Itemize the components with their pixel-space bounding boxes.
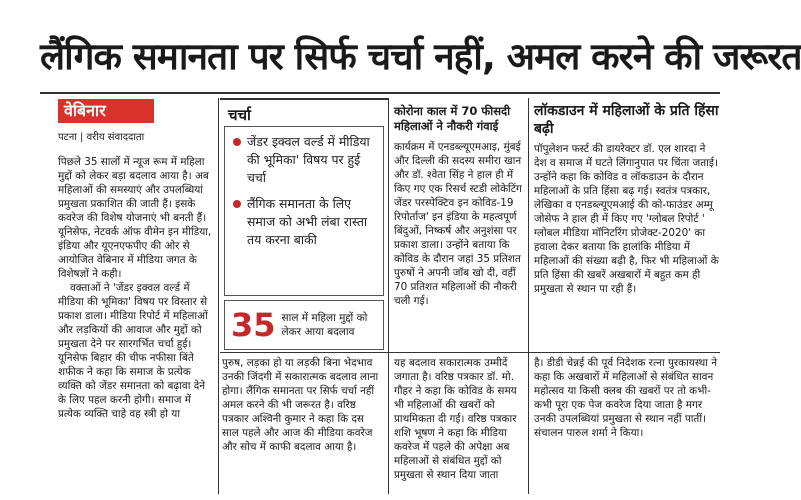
lockdown-paragraph-2: है। डीडी चेन्नई की पूर्व निदेशक रत्ना पुरकायस्था ने कहा कि अखबारों में महिलाओं से संबंधित सावन महोत्सव या किसी क्लब की खबरों पर तो कभी-कभी पूरा एक पेज कवरेज दिया जाता है मगर उनकी उपलब्धियां प्रमुखता से स्थान नहीं पातीं। संचालन पारुल शर्मा ने किया।: [534, 357, 718, 439]
charcha-item-text: लैंगिक समानता के लिए समाज को अभी लंबा रास्ता तय करना बाकी: [247, 196, 368, 247]
charcha-heading: चर्चा: [228, 106, 251, 124]
stat-text: साल में महिला मुद्दों को लेकर आया बदलाव: [281, 312, 368, 338]
webinar-body: [58, 155, 214, 495]
webinar-paragraph-1: पिछले 35 सालों में न्यूज रूम में महिला मुद्दों को लेकर बड़ा बदलाव आया है। अब महिलाओं की समस्याएं और उपलब्धियां प्रमुखता प्रकाशित की जाती हैं। इसके कवरेज की विशेष योजनाएं भी बनती हैं। यूनिसेफ, नेटवर्क ऑफ वीमेन इन मीडिया, इंडिया और यूएनएफपीए की ओर से आयोजित वेबिनार में मीडिया जगत के विशेषज्ञों ने कही।: [58, 156, 212, 280]
charcha-paragraph: पुरुष, लड़का हो या लड़की बिना भेदभाव उनकी जिंदगी में सकारात्मक बदलाव लाना होगा। लैंगिक समानता पर सिर्फ चर्चा नहीं अमल करने की भी जरूरत है। वरिष्ठ पत्रकार अश्विनी कुमार ने कहा कि दस साल पहले और आज की मीडिया कवरेज और सोच में काफी बदलाव आया है।: [222, 357, 379, 453]
webinar-paragraph-2: वक्ताओं ने 'जेंडर इक्वल वर्ल्ड में मीडिया की भूमिका' विषय पर विस्तार से प्रकाश डाला। मीडिया रिपोर्ट में महिलाओं और लड़कियों की आवाज और मुद्दों को प्रमुखता देने पर सारगर्भित चर्चा हुई। यूनिसेफ बिहार की चीफ नफीसा बिंते शफीक ने कहा कि समाज के प्रत्येक व्यक्ति को जेंडर समानता को बढ़ावा देने के लिए पहल करनी होगी। समाज में प्रत्येक व्यक्ति चाहे वह स्त्री हो या: [58, 282, 208, 420]
stat-box: [224, 300, 384, 350]
byline: पटना | वरीय संवाददाता: [58, 132, 145, 143]
divider-col3: [528, 98, 529, 494]
charcha-top-rule: [220, 98, 388, 100]
divider-col1: [218, 98, 219, 494]
webinar-tag: वेबिनार: [58, 99, 154, 123]
bullet-icon: [233, 200, 241, 208]
corona-body-2: [394, 356, 524, 496]
corona-paragraph-2: यह बदलाव सकारात्मक उम्मीदें जगाता है। वरिष्ठ पत्रकार डॉ. मो. गौहर ने कहा कि कोविड के समय भी महिलाओं की खबरों को प्राथमिकता दी गई। वरिष्ठ पत्रकार शशि भूषण ने कहा कि मीडिया कवरेज में पहले की अपेक्षा अब महिलाओं से संबंधित मुद्दों को प्रमुखता से स्थान दिया जाता: [394, 357, 517, 481]
corona-body: [394, 140, 524, 348]
charcha-item: [233, 133, 377, 187]
lockdown-body-2: [534, 356, 720, 496]
charcha-item: [233, 195, 377, 249]
charcha-box: [224, 126, 384, 296]
divider-col2: [388, 98, 389, 494]
bullet-icon: [233, 138, 241, 146]
top-rule: [40, 92, 720, 94]
corona-paragraph-1: कार्यक्रम में एनडब्ल्यूएमआइ, मुंबई और दिल्ली की सदस्य समीरा खान और डॉ. श्वेता सिंह ने हाल ही में किए गए एक रिसर्च स्टडी लोकेटिंग जेंडर परस्पेक्टिव इन कोविड-19 रिपोर्ताज' इन इंडिया के महत्वपूर्ण बिंदुओं, निष्कर्ष और अनुशंसा पर प्रकाश डाला। उन्होंने बताया कि कोविड के दौरान जहां 35 प्रतिशत पुरुषों ने अपनी जॉब खो दी, वहीं 70 प्रतिशत महिलाओं की नौकरी चली गई।: [394, 141, 522, 307]
charcha-body: [222, 356, 384, 496]
headline: लैंगिक समानता पर सिर्फ चर्चा नहीं, अमल करने की जरूरत: [40, 35, 801, 78]
mid-rule-right: [220, 352, 720, 353]
stat-number: 35: [231, 306, 276, 344]
lockdown-body: [534, 142, 720, 348]
charcha-item-text: जेंडर इक्वल वर्ल्ड में मीडिया की भूमिका' विषय पर हुई चर्चा: [247, 134, 370, 185]
lockdown-heading: लॉकडाउन में महिलाओं के प्रति हिंसा बढ़ी: [534, 103, 719, 137]
lockdown-paragraph-1: पॉपुलेशन फर्स्ट की डायरेक्टर डॉ. एल शारदा ने देश व समाज में घटते लिंगानुपात पर चिंता जताई। उन्होंने कहा कि कोविड व लॉकडाउन के दौरान महिलाओं के प्रति हिंसा बढ़ गई। स्वतंत्र पत्रकार, लेखिका व एनडब्ल्यूएमआई की को-फाउंडर अम्मू जोसेफ ने हाल ही में किए गए 'ग्लोबल रिपोर्ट ' ग्लोबल मीडिया मॉनिटरिंग प्रोजेक्ट-2020' का हवाला देकर बताया कि हालांकि मीडिया में महिलाओं की संख्या बढ़ी है, फिर भी महिलाओं के प्रति हिंसा की खबरें अखबारों में बहुत कम ही प्रमुखता से स्थान पा रही हैं।: [534, 143, 719, 295]
corona-heading: कोरोना काल में 70 फीसदी महिलाओं ने नौकरी गंवाई: [394, 104, 511, 133]
